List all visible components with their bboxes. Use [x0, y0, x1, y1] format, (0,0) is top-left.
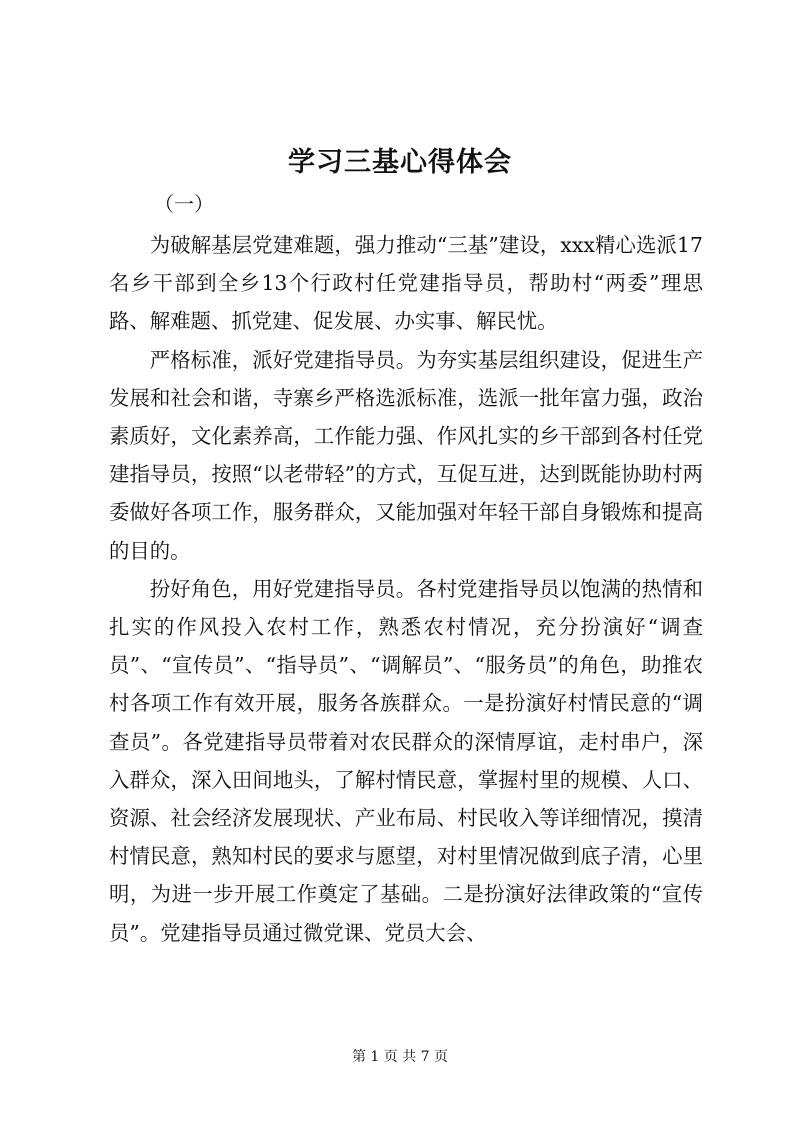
page-number-footer: 第 1 页 共 7 页 — [351, 1049, 449, 1065]
paragraph: 扮好角色，用好党建指导员。各村党建指导员以饱满的热情和扎实的作风投入农村工作，熟悉农村情况，充分扮演好“调查员”、“宣传员”、“指导员”、“调解员”、“服务员”的角色，助推农村各项工作有效开展，服务各族群众。一是扮演好村情民意的“调查员”。各党建指导员带着对农民群众的深情厚谊，走村串户，深入群众，深入田间地头，了解村情民意，掌握村里的规模、人口、资源、社会经济发展现状、产业布局、村民收入等详细情况，摸清村情民意，熟知村民的要求与愿望，对村里情况做到底子清，心里明，为进一步开展工作奠定了基础。二是扮演好法律政策的“宣传员”。党建指导员通过微党课、党员大会、 — [109, 576, 703, 945]
paragraph: 为破解基层党建难题，强力推动“三基”建设，xxx精心选派17名乡干部到全乡13个行政村任党建指导员，帮助村“两委”理思路、解难题、抓党建、促发展、办实事、解民忧。 — [109, 233, 703, 334]
document-body — [109, 226, 703, 952]
section-marker: （一） — [154, 192, 214, 216]
document-title: 学习三基心得体会 — [288, 147, 512, 178]
paragraph: 严格标准，派好党建指导员。为夯实基层组织建设，促进生产发展和社会和谐，寺寨乡严格选派标准，选派一批年富力强，政治素质好，文化素养高，工作能力强、作风扎实的乡干部到各村任党建指导员，按照“以老带轻”的方式，互促互进，达到既能协助村两委做好各项工作，服务群众，又能加强对年轻干部自身锻炼和提高的目的。 — [109, 347, 703, 563]
